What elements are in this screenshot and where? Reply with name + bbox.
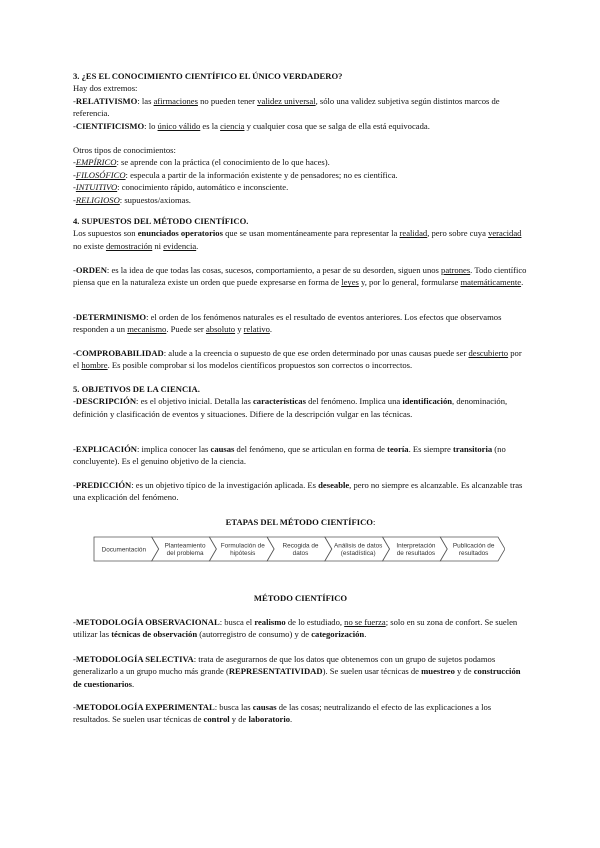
paragraph bbox=[73, 653, 528, 690]
dash: - bbox=[73, 348, 76, 358]
underlined-term: único válido bbox=[157, 120, 201, 131]
text-run: y de bbox=[229, 714, 249, 725]
bold-term: técnicas de observación bbox=[111, 629, 198, 640]
text-run: . bbox=[269, 324, 273, 335]
flow-step-label: Publicación de bbox=[452, 542, 495, 550]
text-run: es la bbox=[200, 120, 221, 131]
bold-term: deseable bbox=[318, 480, 350, 490]
underlined-term: hombre bbox=[81, 360, 108, 371]
otros-term: INTUITIVO bbox=[75, 182, 118, 193]
text-run: ). Se suelen usar técnicas de bbox=[322, 666, 422, 677]
dash: - bbox=[73, 120, 76, 131]
otros-item bbox=[73, 156, 528, 168]
paragraph bbox=[73, 347, 528, 372]
explicacion-term: EXPLICACIÓN bbox=[75, 444, 137, 454]
underlined-term: leyes bbox=[341, 277, 359, 288]
observacional-term: METODOLOGÍA OBSERVACIONAL bbox=[75, 617, 220, 627]
bold-term: categorización bbox=[311, 629, 365, 640]
text-run: ; solo en su zona de confort. Se suelen utilizar las bbox=[73, 617, 518, 640]
etapas-title: ETAPAS DEL MÉTODO CIENTÍFICO bbox=[225, 517, 373, 527]
flow-step-label: datos bbox=[292, 549, 309, 557]
supuestos-paragraph bbox=[73, 227, 528, 252]
paragraph bbox=[73, 264, 528, 289]
bold-term: características bbox=[252, 396, 306, 407]
dash: - bbox=[73, 95, 76, 106]
cientificismo-paragraph bbox=[73, 120, 528, 132]
dash: - bbox=[73, 702, 76, 712]
text-run: : supuestos/axiomas. bbox=[119, 194, 191, 205]
otros-item bbox=[73, 169, 528, 181]
underlined-term: demostración bbox=[105, 240, 153, 251]
paragraph bbox=[73, 443, 528, 468]
otros-term: FILOSÓFICO bbox=[75, 169, 126, 180]
bold-term: causas bbox=[210, 444, 235, 454]
paragraph bbox=[73, 701, 528, 726]
selectiva-term: METODOLOGÍA SELECTIVA bbox=[75, 654, 194, 664]
underlined-term: absoluto bbox=[205, 324, 236, 335]
otros-item bbox=[73, 194, 528, 206]
text-run: : se aprende con la práctica (el conocimiento de lo que haces). bbox=[116, 157, 330, 168]
underlined-term: validez universal bbox=[257, 95, 316, 106]
descripcion-paragraph bbox=[73, 395, 528, 420]
relativismo-paragraph bbox=[73, 95, 528, 120]
text-run: . Es posible comprobar si los modelos científicos propuestos son correctos o incorrectos. bbox=[107, 360, 413, 371]
underlined-term: afirmaciones bbox=[153, 95, 198, 106]
bold-term: realismo bbox=[254, 617, 286, 627]
underlined-term: veracidad bbox=[488, 228, 522, 239]
text-run: no existe bbox=[73, 240, 106, 251]
section-5-title: 5. OBJETIVOS DE LA CIENCIA. bbox=[73, 384, 200, 394]
text-run: : alude a la creencia o supuesto de que ese orden determinado por unas causas puede ser bbox=[163, 348, 469, 358]
text-run: y bbox=[235, 324, 244, 335]
section-3-title: 3. ¿ES EL CONOCIMIENTO CIENTÍFICO EL ÚNICO VERDADERO? bbox=[73, 71, 343, 81]
text-run: de lo estudiado, bbox=[285, 617, 345, 627]
flow-step-label: Interpretación bbox=[396, 542, 436, 550]
etapas-flow-svg bbox=[93, 536, 505, 562]
dash: - bbox=[73, 265, 76, 275]
comprobabilidad-paragraph bbox=[73, 347, 528, 372]
text-run: de las cosas; neutralizando el efecto de las explicaciones a los resultados. Se suelen usar técnicas de bbox=[73, 702, 492, 725]
paragraph bbox=[73, 479, 528, 504]
otros-tipos bbox=[73, 144, 528, 206]
section-3-intro: Hay dos extremos: bbox=[73, 83, 138, 94]
dash: - bbox=[73, 654, 76, 664]
text-run: Los supuestos son bbox=[73, 228, 138, 239]
text-run: : busca el bbox=[219, 617, 255, 627]
text-run: . bbox=[196, 240, 199, 251]
text-run: : busca las bbox=[214, 702, 253, 712]
experimental-term: METODOLOGÍA EXPERIMENTAL bbox=[75, 702, 215, 712]
otros-term: EMPÍRICO bbox=[75, 157, 117, 168]
dash: - bbox=[73, 157, 76, 168]
text-run: : especula a partir de la información existente y de pensadores; no es científica. bbox=[125, 169, 398, 180]
dash: - bbox=[73, 396, 76, 407]
dash: - bbox=[73, 617, 76, 627]
text-run: , denominación, definición y clasificación de eventos y situaciones. Difiere de la descripción vulgar en las técnicas. bbox=[73, 396, 508, 419]
dash: - bbox=[73, 194, 76, 205]
flow-step-label: Planteamiento bbox=[164, 542, 206, 550]
underlined-term: no se fuerza bbox=[344, 617, 386, 627]
experimental-paragraph bbox=[73, 701, 528, 726]
etapas-flow-diagram bbox=[93, 536, 505, 562]
flow-step-label: Análisis de datos bbox=[334, 542, 383, 550]
text-run: : es la idea de que todas las cosas, sucesos, comportamiento, a pesar de su desorden, siguen unos bbox=[106, 265, 442, 275]
underlined-term: matemáticamente bbox=[460, 277, 522, 288]
bold-term: construcción de cuestionarios bbox=[73, 666, 521, 689]
selectiva-paragraph bbox=[73, 653, 528, 690]
text-run: . Todo científico piensa que en la naturaleza existe un orden que puede expresarse en forma de bbox=[73, 265, 527, 288]
determinismo-term: DETERMINISMO bbox=[75, 312, 147, 322]
underlined-term: mecanismo bbox=[127, 324, 167, 335]
underlined-term: ciencia bbox=[220, 120, 245, 131]
underlined-term: relativo bbox=[243, 324, 270, 335]
text-run: : implica conocer las bbox=[137, 444, 211, 454]
text-run: . Puede ser bbox=[166, 324, 206, 335]
bold-term: transitoria bbox=[453, 444, 493, 454]
flow-step-label: Documentación bbox=[101, 546, 147, 554]
flow-step-label: del problema bbox=[166, 549, 204, 557]
text-run: . bbox=[364, 629, 367, 640]
text-run: . bbox=[290, 714, 293, 725]
section-3 bbox=[73, 70, 528, 132]
flow-step-label: Formulación de bbox=[220, 542, 265, 550]
text-run: : es el objetivo inicial. Detalla las bbox=[136, 396, 253, 407]
paragraph bbox=[73, 516, 528, 528]
section-4-title: 4. SUPUESTOS DEL MÉTODO CIENTÍFICO. bbox=[73, 216, 249, 226]
determinismo-paragraph bbox=[73, 311, 528, 336]
section-5 bbox=[73, 383, 528, 420]
otros-intro: Otros tipos de conocimientos: bbox=[73, 145, 176, 155]
text-run: : lo bbox=[144, 120, 158, 131]
text-run: del fenómeno. Implica una bbox=[305, 396, 403, 407]
bold-term: enunciados operatorios bbox=[137, 228, 223, 239]
text-run: : trata de asegurarnos de que los datos que obtenemos con un grupo de sujetos podamos generalizarlo a un grupo mucho más grande ( bbox=[73, 654, 496, 677]
prediccion-term: PREDICCIÓN bbox=[75, 480, 132, 490]
text-run: (no concluyente). Es el genuino objetivo de la ciencia. bbox=[73, 444, 506, 467]
flow-step-label: resultados bbox=[458, 549, 489, 557]
relativismo-term: RELATIVISMO bbox=[75, 95, 138, 106]
paragraph bbox=[73, 616, 528, 641]
bold-term: REPRESENTATIVIDAD bbox=[228, 666, 323, 677]
text-run: que se usan momentáneamente para representar la bbox=[222, 228, 400, 239]
text-run: del fenómeno, que se articulan en forma de bbox=[234, 444, 388, 454]
text-run: no pueden tener bbox=[197, 95, 258, 106]
text-run: , sólo una validez subjetiva según distintos marcos de referencia. bbox=[73, 95, 500, 119]
text-run: , pero sobre cuya bbox=[427, 228, 489, 239]
dash: - bbox=[73, 312, 76, 322]
paragraph bbox=[73, 311, 528, 336]
bold-term: identificación bbox=[402, 396, 453, 407]
bold-term: muestreo bbox=[421, 666, 455, 677]
underlined-term: evidencia bbox=[163, 240, 197, 251]
otros-term: RELIGIOSO bbox=[75, 194, 120, 205]
orden-term: ORDEN bbox=[75, 265, 107, 275]
text-run: . bbox=[521, 277, 524, 288]
bold-term: laboratorio bbox=[248, 714, 291, 725]
prediccion-paragraph bbox=[73, 479, 528, 504]
section-4 bbox=[73, 215, 528, 252]
orden-paragraph bbox=[73, 264, 528, 289]
flow-step-label: (estadística) bbox=[340, 549, 376, 557]
text-run: y, por lo general, formularse bbox=[358, 277, 461, 288]
text-run: . Es siempre bbox=[408, 444, 453, 454]
flow-step-label: Recogida de bbox=[282, 542, 319, 550]
cientificismo-term: CIENTIFICISMO bbox=[75, 120, 145, 131]
text-run: : conocimiento rápido, automático e inconsciente. bbox=[117, 182, 289, 193]
descripcion-term: DESCRIPCIÓN bbox=[75, 396, 137, 407]
text-run: : es un objetivo típico de la investigación aplicada. Es bbox=[131, 480, 319, 490]
text-run: y de bbox=[454, 666, 474, 677]
flow-step-label: de resultados bbox=[396, 549, 436, 557]
metodo-title: MÉTODO CIENTÍFICO bbox=[253, 593, 348, 603]
metodo-heading bbox=[73, 592, 528, 604]
text-run: . bbox=[131, 678, 135, 689]
text-run: : bbox=[372, 517, 376, 527]
text-run: ni bbox=[152, 240, 164, 251]
dash: - bbox=[73, 480, 76, 490]
etapas-heading bbox=[73, 516, 528, 528]
otros-item bbox=[73, 181, 528, 193]
explicacion-paragraph bbox=[73, 443, 528, 468]
text-run: y cualquier cosa que se salga de ella está equivocada. bbox=[244, 120, 430, 131]
bold-term: control bbox=[203, 714, 230, 725]
bold-term: causas bbox=[252, 702, 277, 712]
underlined-term: descubierto bbox=[468, 348, 509, 358]
dash: - bbox=[73, 169, 76, 180]
underlined-term: patrones bbox=[441, 265, 471, 275]
text-run: : el orden de los fenómenos naturales es el resultado de eventos anteriores. Los efectos que observamos responden a un bbox=[73, 312, 502, 335]
underlined-term: realidad bbox=[399, 228, 428, 239]
flow-step-label: hipótesis bbox=[230, 549, 256, 557]
text-run: : las bbox=[137, 95, 154, 106]
observacional-paragraph bbox=[73, 616, 528, 641]
text-run: por el bbox=[73, 348, 522, 371]
text-run: , pero no siempre es alcanzable. Es alcanzable tras una explicación del fenómeno. bbox=[73, 480, 523, 503]
comprobabilidad-term: COMPROBABILIDAD bbox=[75, 348, 164, 358]
dash: - bbox=[73, 182, 76, 193]
dash: - bbox=[73, 444, 76, 454]
bold-term: teoría bbox=[387, 444, 409, 454]
text-run: (autorregistro de consumo) y de bbox=[197, 629, 312, 640]
